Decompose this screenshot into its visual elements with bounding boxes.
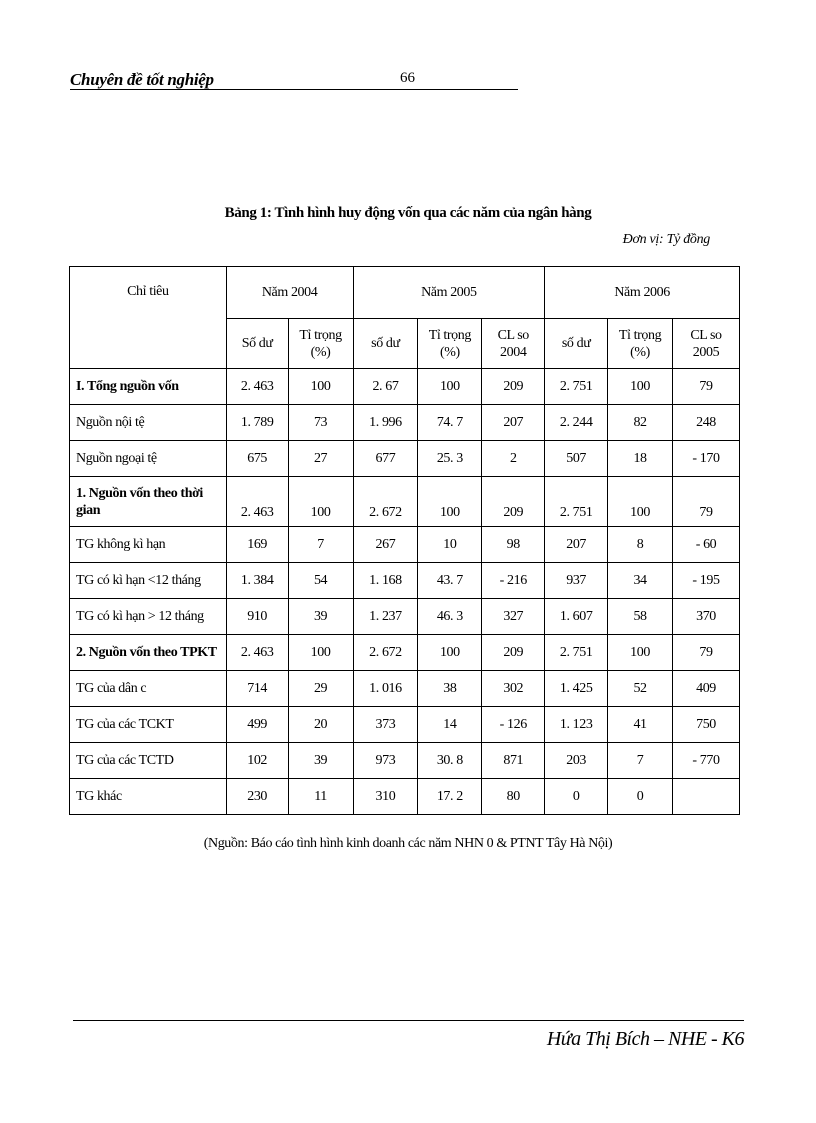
year-header-2004: Năm 2004 <box>226 267 353 319</box>
table-cell: 209 <box>482 369 545 405</box>
table-cell: 27 <box>288 441 353 477</box>
header-rule <box>70 89 518 90</box>
table-cell: 2. 751 <box>545 635 608 671</box>
table-row <box>70 671 740 707</box>
table-cell: 54 <box>288 563 353 599</box>
row-label: Nguồn nội tệ <box>70 405 227 441</box>
table-row <box>70 563 740 599</box>
table-cell: 267 <box>353 527 418 563</box>
table-cell: 714 <box>226 671 288 707</box>
table-cell: 7 <box>288 527 353 563</box>
table-cell: 910 <box>226 599 288 635</box>
table-cell: 1. 123 <box>545 707 608 743</box>
table-row <box>70 477 740 527</box>
subheader-share-2006: Tỉ trọng (%) <box>608 319 673 369</box>
table-title: Bảng 1: Tình hình huy động vốn qua các năm của ngân hàng <box>224 205 592 221</box>
row-label: 1. Nguồn vốn theo thời gian <box>70 477 227 527</box>
table-cell: 2. 672 <box>353 477 418 527</box>
table-cell: - 126 <box>482 707 545 743</box>
table-cell: - 60 <box>673 527 740 563</box>
subheader-share-2005: Tỉ trọng (%) <box>418 319 482 369</box>
table-cell: 1. 168 <box>353 563 418 599</box>
table-cell: 1. 425 <box>545 671 608 707</box>
table-cell: 43. 7 <box>418 563 482 599</box>
table-row <box>70 369 740 405</box>
table-cell: 1. 789 <box>226 405 288 441</box>
table-cell: 2. 672 <box>353 635 418 671</box>
table-cell: 74. 7 <box>418 405 482 441</box>
table-row <box>70 441 740 477</box>
table-cell: 7 <box>608 743 673 779</box>
row-label: TG của các TCTD <box>70 743 227 779</box>
table-cell: 2. 244 <box>545 405 608 441</box>
table-cell: 499 <box>226 707 288 743</box>
table-cell: 871 <box>482 743 545 779</box>
table-row <box>70 779 740 815</box>
table-cell: 17. 2 <box>418 779 482 815</box>
table-cell: 973 <box>353 743 418 779</box>
table-cell: 18 <box>608 441 673 477</box>
row-label: TG có kì hạn <12 tháng <box>70 563 227 599</box>
table-cell: 102 <box>226 743 288 779</box>
table-cell: 20 <box>288 707 353 743</box>
footer-rule <box>73 1020 744 1021</box>
table-cell: 937 <box>545 563 608 599</box>
unit-label: Đơn vị: Tỷ đồng <box>622 232 710 247</box>
table-cell: 39 <box>288 743 353 779</box>
table-cell: - 216 <box>482 563 545 599</box>
table-row <box>70 635 740 671</box>
table-cell: 80 <box>482 779 545 815</box>
row-label: 2. Nguồn vốn theo TPKT <box>70 635 227 671</box>
table-cell: 1. 016 <box>353 671 418 707</box>
table-cell: 169 <box>226 527 288 563</box>
table-cell: 750 <box>673 707 740 743</box>
capital-mobilization-table <box>69 266 740 815</box>
table-cell: 34 <box>608 563 673 599</box>
table-cell: 1. 996 <box>353 405 418 441</box>
table-row <box>70 527 740 563</box>
table-cell: 46. 3 <box>418 599 482 635</box>
table-cell: 203 <box>545 743 608 779</box>
running-header-title: Chuyên đề tốt nghiệp <box>70 70 214 89</box>
row-label: Nguồn ngoại tệ <box>70 441 227 477</box>
year-header-2006: Năm 2006 <box>545 267 740 319</box>
table-cell: 79 <box>673 477 740 527</box>
table-cell: 302 <box>482 671 545 707</box>
table-cell: - 770 <box>673 743 740 779</box>
table-cell: 100 <box>418 369 482 405</box>
table-cell: 248 <box>673 405 740 441</box>
table-cell: 675 <box>226 441 288 477</box>
table-cell: 507 <box>545 441 608 477</box>
table-cell: 39 <box>288 599 353 635</box>
table-cell: 11 <box>288 779 353 815</box>
table-cell: 8 <box>608 527 673 563</box>
subheader-share-2004: Tỉ trọng (%) <box>288 319 353 369</box>
table-cell: 2. 463 <box>226 369 288 405</box>
table-cell: 30. 8 <box>418 743 482 779</box>
table-cell: 25. 3 <box>418 441 482 477</box>
table-cell: - 195 <box>673 563 740 599</box>
row-label: TG không kì hạn <box>70 527 227 563</box>
table-cell: 677 <box>353 441 418 477</box>
table-cell: 1. 237 <box>353 599 418 635</box>
table-cell: 52 <box>608 671 673 707</box>
table-cell: 79 <box>673 369 740 405</box>
table-cell: 100 <box>418 635 482 671</box>
footer-author: Hứa Thị Bích – NHE - K6 <box>546 1028 744 1050</box>
table-cell: 41 <box>608 707 673 743</box>
row-label: TG của dân c <box>70 671 227 707</box>
table-cell: 1. 607 <box>545 599 608 635</box>
table-cell: 209 <box>482 477 545 527</box>
table-cell: 100 <box>608 635 673 671</box>
source-note: (Nguồn: Báo cáo tình hình kinh doanh các năm NHN 0 & PTNT Tây Hà Nội) <box>203 836 613 851</box>
table-cell: 2 <box>482 441 545 477</box>
table-cell: 2. 463 <box>226 477 288 527</box>
row-label: TG khác <box>70 779 227 815</box>
table-row <box>70 405 740 441</box>
table-cell: 100 <box>418 477 482 527</box>
table-cell: 1. 384 <box>226 563 288 599</box>
row-label: TG có kì hạn > 12 tháng <box>70 599 227 635</box>
table-cell: 370 <box>673 599 740 635</box>
stub-header: Chỉ tiêu <box>70 267 227 369</box>
table-cell: 100 <box>608 369 673 405</box>
table-cell: 29 <box>288 671 353 707</box>
header-row-years <box>70 267 740 319</box>
row-label: I. Tổng nguồn vốn <box>70 369 227 405</box>
table-cell: 82 <box>608 405 673 441</box>
table-cell: 10 <box>418 527 482 563</box>
table-cell: - 170 <box>673 441 740 477</box>
table-cell: 14 <box>418 707 482 743</box>
table-cell: 373 <box>353 707 418 743</box>
table-cell: 38 <box>418 671 482 707</box>
table-cell: 2. 751 <box>545 369 608 405</box>
table-cell: 2. 463 <box>226 635 288 671</box>
table-cell: 98 <box>482 527 545 563</box>
table-cell: 327 <box>482 599 545 635</box>
table-cell: 100 <box>288 477 353 527</box>
table-cell: 409 <box>673 671 740 707</box>
table-row <box>70 743 740 779</box>
table-cell: 2. 67 <box>353 369 418 405</box>
table-cell <box>673 779 740 815</box>
table-cell: 2. 751 <box>545 477 608 527</box>
subheader-balance-2006: số dư <box>545 319 608 369</box>
table-cell: 0 <box>545 779 608 815</box>
subheader-diff-2006: CL so 2005 <box>673 319 740 369</box>
table-cell: 310 <box>353 779 418 815</box>
table-row <box>70 599 740 635</box>
table-cell: 100 <box>288 635 353 671</box>
row-label: TG của các TCKT <box>70 707 227 743</box>
table-cell: 100 <box>288 369 353 405</box>
year-header-2005: Năm 2005 <box>353 267 545 319</box>
table-cell: 0 <box>608 779 673 815</box>
subheader-diff-2005: CL so 2004 <box>482 319 545 369</box>
table-row <box>70 707 740 743</box>
table-cell: 209 <box>482 635 545 671</box>
subheader-balance-2005: số dư <box>353 319 418 369</box>
table-cell: 207 <box>482 405 545 441</box>
table-cell: 207 <box>545 527 608 563</box>
page-number: 66 <box>400 70 415 86</box>
table-cell: 100 <box>608 477 673 527</box>
table-cell: 73 <box>288 405 353 441</box>
subheader-balance-2004: Số dư <box>226 319 288 369</box>
table-cell: 79 <box>673 635 740 671</box>
table-cell: 58 <box>608 599 673 635</box>
table-cell: 230 <box>226 779 288 815</box>
